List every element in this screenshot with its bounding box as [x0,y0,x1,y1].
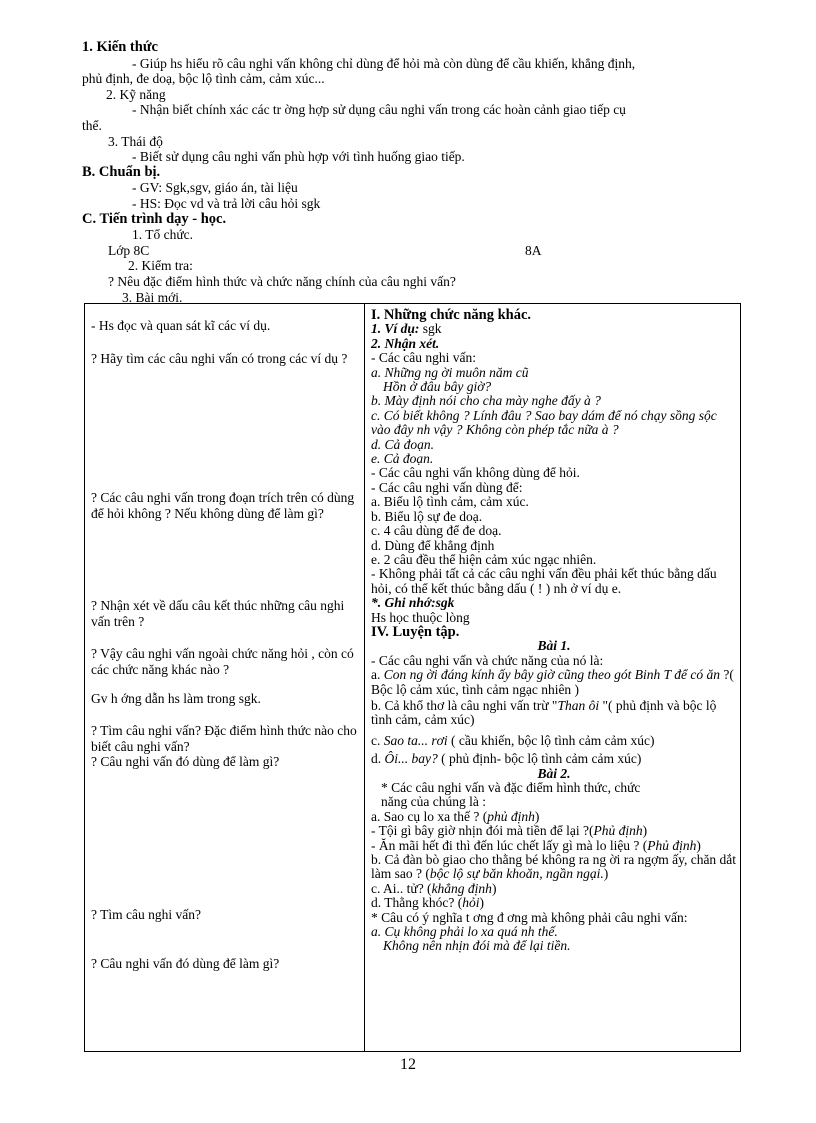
section-heading: I. Những chức năng khác. [371,307,532,323]
text-line: - Các câu nghi vấn dùng để: [371,479,523,495]
left-note: - Hs đọc và quan sát kĩ các ví dụ. [91,318,271,333]
text-line: thể. [82,117,102,133]
text-line: * Câu có ý nghĩa t ơng đ ơng mà không phải câu nghi vấn: [371,909,688,925]
text-line: Hs học thuộc lòng [371,609,470,625]
example-span: Ôi... bay? [384,751,438,767]
heading-ky-nang: 2. Kỹ năng [106,86,166,102]
text-span: ) [479,895,484,911]
ghi-nho: *. Ghi nhớ:sgk [371,595,455,611]
class-line [82,243,742,259]
text-line: - Biết sử dụng câu nghi vấn phù hợp với tình huống giao tiếp. [132,149,465,165]
left-note: ? Nhận xét về dấu câu kết thúc những câu nghi vấn trên ? [91,598,345,629]
example-span: khẳng định [431,880,492,896]
text-span: c. [371,732,381,748]
header-section [82,40,742,305]
text-span: ( phủ định- bộc lộ tình cảm cảm xúc) [441,751,642,767]
left-note: ? Hãy tìm các câu nghi vấn có trong các ví dụ ? [91,351,348,366]
text-line: 1. Tổ chức. [132,227,194,243]
example-line: d. Cả đoạn. [371,436,435,452]
left-note: ? Các câu nghi vấn trong đoạn trích trên có dùng để hỏi không ? Nếu không dùng để làm gì? [91,490,355,521]
text-line: - Các câu nghi vấn và chức năng của nó là: [371,652,604,668]
left-note: Gv h ớng dẫn hs làm trong sgk. [91,691,261,706]
text-line: d. Dùng để khẳng định [371,537,495,553]
example-span: bộc lộ sự băn khoăn, ngần ngại. [429,866,604,882]
text-span: b. Cả khổ thơ là câu nghi vấn trừ " [371,697,558,713]
example-line: Không nên nhịn đói mà để lại tiền. [383,938,571,954]
text-line: - HS: Đọc vd và trả lời câu hỏi sgk [132,195,321,211]
heading-kien-thuc: 1. Kiến thức [82,39,158,55]
text-span: ) [603,866,609,882]
text-span: - Ăn mãi hết đi thì đến lúc chết lấy gì mà lo liệu ? ( [371,837,648,853]
example-span: Phủ định [593,823,643,839]
example-span: hỏi [462,895,480,911]
text-span: d. Thằng khóc? ( [371,895,463,911]
class-8c: Lớp 8C [108,242,150,258]
text-span: b. Cả đàn bò giao cho thằng bé không ra ng ời ra ngợm ấy, chăn dắt làm sao ? ( [371,852,737,882]
example-line: c. Có biết không ? Lính đâu ? Sao bay dám để nó chạy sồng sộc vào đây nh vậy ? Không còn phép tắc nữa à ? [371,407,717,438]
example-span: Sao ta... rơi [383,732,448,748]
text-span: sgk [422,321,442,337]
text-line: * Các câu nghi vấn và đặc điểm hình thức, chức năng của chúng là : [381,780,641,810]
text-span: a. [371,667,381,683]
text-line: - Không phải tất cả các câu nghi vấn đều phải kết thúc bằng dấu hỏi, có thể kết thúc bằng dấu ( ! ) nh ở ví dụ e. [371,566,717,596]
example-span: Con ng ời đáng kính ấy bây giờ cũng theo gót Binh T để có ăn [383,667,720,683]
sub-heading: 1. Ví dụ: [371,321,420,337]
class-8a: 8A [525,242,542,258]
text-span: ?( Bộc lộ cảm xúc, tình cảm ngạc nhiên ) [371,667,734,697]
text-span: "( phủ định và bộc lộ tình cảm, cảm xúc) [371,697,717,728]
example-span: phủ định [487,808,535,824]
exercise-heading: Bài 2. [537,765,571,781]
example-span: Than ôi [557,697,600,713]
text-line: e. 2 câu đều thể hiện cảm xúc ngạc nhiên. [371,551,597,567]
column-divider [364,304,365,1051]
text-line: - Giúp hs hiểu rõ câu nghi vấn không chỉ dùng để hỏi mà còn dùng để cầu khiến, khẳng định, [132,55,636,71]
left-note: ? Vậy câu nghi vấn ngoài chức năng hỏi , còn có các chức năng khác nào ? [91,646,354,677]
example-line: Hồn ở đâu bây giờ? [383,379,492,395]
example-line: e. Cả đoạn. [371,451,434,467]
text-span: c. Ai.. tử? ( [371,880,432,896]
left-note: ? Tìm câu nghi vấn? Đặc điểm hình thức nào cho biết câu nghi vấn? [91,723,357,754]
text-line: c. 4 câu dùng để đe doạ. [371,523,502,539]
heading-chuan-bi: B. Chuẩn bị. [82,163,161,180]
example-line: a. Cụ không phải lo xa quá nh thế. [371,924,558,940]
text-span: ( cầu khiến, bộc lộ tình cảm cảm xúc) [450,732,655,748]
left-note: ? Tìm câu nghi vấn? [91,907,201,922]
text-line: phủ định, đe doạ, bộc lộ tình cảm, cảm xúc... [82,71,325,87]
text-line: - Nhận biết chính xác các tr ờng hợp sử dụng câu nghi vấn trong các hoàn cảnh giao tiếp cụ [132,102,626,118]
text-span: ) [534,808,540,824]
text-line: - GV: Sgk,sgv, giáo án, tài liệu [132,180,298,196]
section-heading: IV. Luyện tập. [371,623,460,640]
right-content [371,308,737,954]
left-note: ? Câu nghi vấn đó dùng để làm gì? [91,754,280,769]
example-span: Phủ định [647,837,697,853]
exercise-heading: Bài 1. [537,638,571,654]
left-note: ? Câu nghi vấn đó dùng để làm gì? [91,956,280,971]
text-line: - Các câu nghi vấn: [371,350,476,366]
example-line: a. Những ng ời muôn năm cũ [371,364,529,380]
text-span: ) [642,823,648,839]
text-span: ) [696,837,701,853]
text-line: ? Nêu đặc điểm hình thức và chức năng chính của câu nghi vấn? [108,273,456,289]
text-line: 3. Bài mới. [122,289,183,305]
page-number: 12 [400,1056,416,1073]
text-line: 2. Kiểm tra: [128,258,193,274]
heading-tien-trinh: C. Tiến trình dạy - học. [82,210,227,227]
text-span: d. [371,751,382,767]
text-span: - Tội gì bây giờ nhịn đói mà tiền để lại ?( [371,823,594,839]
heading-thai-do: 3. Thái độ [108,133,163,149]
sub-heading: 2. Nhận xét. [371,335,440,351]
text-span: ) [491,880,497,896]
text-line: - Các câu nghi vấn không dùng để hỏi. [371,465,580,481]
text-line: b. Biểu lộ sự đe doạ. [371,508,483,524]
text-line: a. Biểu lộ tình cảm, cảm xúc. [371,494,529,510]
lesson-table [84,303,741,1052]
text-span: a. Sao cụ lo xa thế ? ( [371,808,488,824]
example-line: b. Mày định nói cho cha mày nghe đấy à ? [371,393,601,409]
